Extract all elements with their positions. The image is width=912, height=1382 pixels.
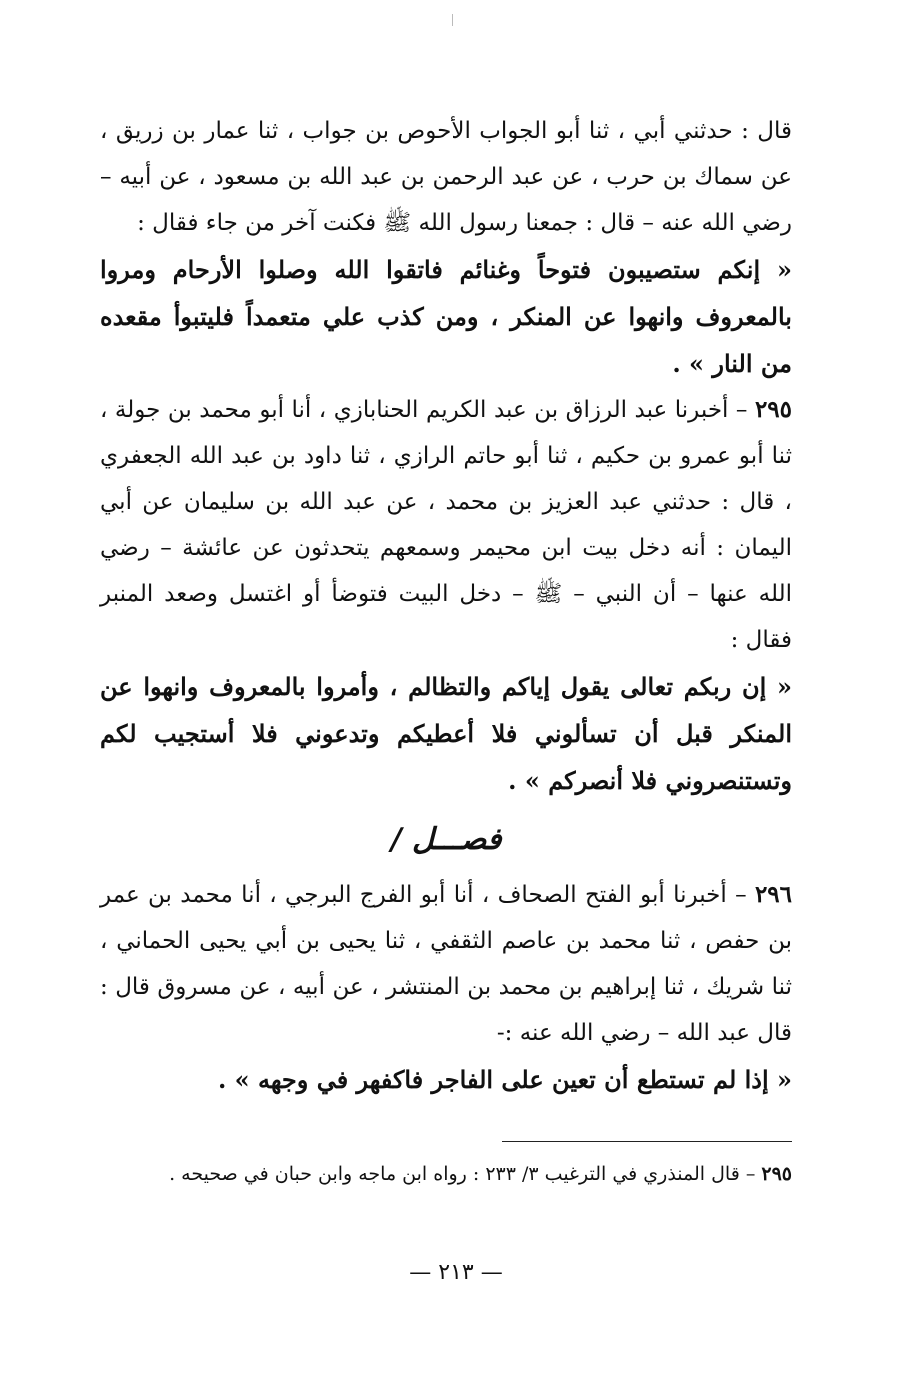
hadith-text-1: « إنكم ستصيبون فتوحاً وغنائم فاتقوا الله وصلوا الأرحام ومروا بالمعروف وانهوا عن المنكر ، ومن كذب علي متعمداً فليتبوأ مقعده من النار » . bbox=[100, 255, 792, 378]
footnote bbox=[100, 1152, 792, 1196]
narration-number-295: ٢٩٥ bbox=[754, 396, 792, 423]
hadith-text-2: « إن ربكم تعالى يقول إياكم والتظالم ، وأمروا بالمعروف وانهوا عن المنكر قبل أن تسألوني فلا أعطيكم وتدعوني فلا أستجيب لكم وتستنصروني فلا أنصركم » . bbox=[100, 672, 792, 795]
narration-text-295: – أخبرنا عبد الرزاق بن عبد الكريم الحنابازي ، أنا أبو محمد بن جولة ، ثنا أبو عمرو بن حكيم ، ثنا أبو حاتم الرازي ، ثنا داود بن عبد الله الجعفري ، قال : حدثني عبد العزيز بن محمد ، عن عبد الله بن سليمان عن أبي اليمان : أنه دخل بيت ابن محيمر وسمعهم يتحدثون عن عائشة – رضي الله عنها – أن النبي – ﷺ – دخل البيت فتوضأ أو اغتسل وصعد المنبر فقال : bbox=[100, 397, 792, 653]
footnote-number: ٢٩٥ bbox=[761, 1163, 792, 1185]
hadith-text-3: « إذا لم تستطع أن تعين على الفاجر فاكفهر في وجهه » . bbox=[217, 1065, 792, 1094]
chain-of-narration-paragraph-1: قال : حدثني أبي ، ثنا أبو الجواب الأحوص بن جواب ، ثنا عمار بن زريق ، عن سماك بن حرب ، عن عبد الرحمن بن عبد الله بن مسعود ، عن أبيه – رضي الله عنه – قال : جمعنا رسول الله ﷺ فكنت آخر من جاء فقال : bbox=[100, 118, 792, 236]
narration-number-296: ٢٩٦ bbox=[754, 881, 792, 908]
numbered-narration-295 bbox=[100, 387, 792, 663]
footnote-text: – قال المنذري في الترغيب ٣/ ٢٣٣ : رواه ابن ماجه وابن حبان في صحيحه . bbox=[169, 1163, 762, 1185]
numbered-narration-296 bbox=[100, 872, 792, 1056]
narration-text-296: – أخبرنا أبو الفتح الصحاف ، أنا أبو الفرج البرجي ، أنا محمد بن عمر بن حفص ، ثنا محمد بن عاصم الثقفي ، ثنا يحيى بن أبي يحيى الحماني ، ثنا شريك ، ثنا إبراهيم بن محمد بن المنتشر ، عن أبيه ، عن مسروق قال : قال عبد الله – رضي الله عنه :- bbox=[100, 882, 792, 1046]
page-number: — ٢١٣ — bbox=[409, 1260, 503, 1285]
section-heading: فصـــل / bbox=[390, 822, 502, 857]
footnote-divider bbox=[502, 1141, 792, 1142]
